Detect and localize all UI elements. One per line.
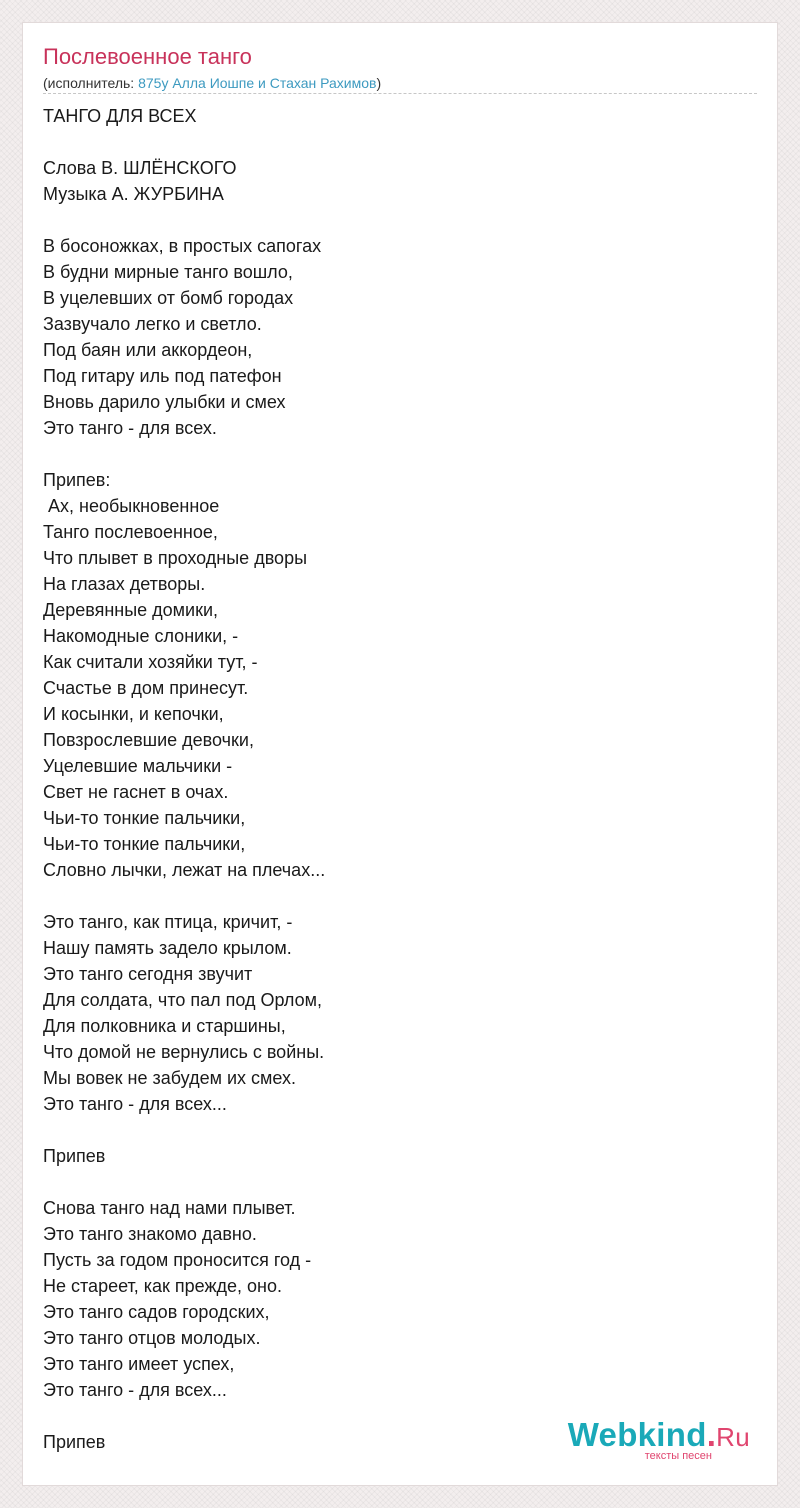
lyric-line: ТАНГО ДЛЯ ВСЕХ — [43, 106, 197, 126]
lyric-line: Что плывет в проходные дворы — [43, 548, 308, 568]
lyric-line: Под баян или аккордеон, — [43, 340, 253, 360]
song-title: Послевоенное танго — [43, 44, 252, 69]
artist-prefix: (исполнитель: — [43, 75, 139, 91]
lyric-line: Чьи-то тонкие пальчики, — [43, 808, 246, 828]
logo-brand: Webkind — [567, 1416, 707, 1453]
lyric-line: Это танго - для всех... — [43, 1094, 227, 1114]
lyric-line: Счастье в дом принесут. — [43, 678, 249, 698]
webkind-logo — [550, 1417, 750, 1461]
lyric-line: Музыка А. ЖУРБИНА — [43, 184, 224, 204]
lyric-line — [43, 1169, 743, 1195]
lyric-line: Снова танго над нами плывет. — [43, 1198, 296, 1218]
artist-suffix: ) — [376, 75, 382, 91]
lyric-line: Это танго отцов молодых. — [43, 1328, 261, 1348]
logo-tld: Ru — [716, 1422, 750, 1452]
lyric-line: Мы вовек не забудем их смех. — [43, 1068, 297, 1088]
logo-tagline: тексты песен — [644, 1450, 712, 1462]
lyric-line: Это танго, как птица, кричит, - — [43, 912, 293, 932]
lyric-line: Вновь дарило улыбки и смех — [43, 392, 286, 412]
lyric-line: Накомодные слоники, - — [43, 626, 239, 646]
lyric-line: Словно лычки, лежат на плечах... — [43, 860, 326, 880]
lyric-line — [43, 207, 743, 233]
lyric-line: Нашу память задело крылом. — [43, 938, 292, 958]
lyric-line: Зазвучало легко и светло. — [43, 314, 262, 334]
artist-line — [43, 73, 381, 93]
lyric-line: Это танго - для всех. — [43, 418, 217, 438]
lyric-line: Это танго - для всех... — [43, 1380, 227, 1400]
lyric-line: Пусть за годом проносится год - — [43, 1250, 312, 1270]
lyric-line: В босоножках, в простых сапогах — [43, 236, 322, 256]
lyric-line — [43, 441, 743, 467]
lyrics-card — [22, 22, 778, 1486]
lyric-line: Это танго знакомо давно. — [43, 1224, 257, 1244]
lyric-line: Повзрослевшие девочки, — [43, 730, 254, 750]
lyric-line: Слова В. ШЛЁНСКОГО — [43, 158, 237, 178]
lyric-line — [43, 1117, 743, 1143]
lyric-line: Это танго садов городских, — [43, 1302, 270, 1322]
lyric-line: Припев — [43, 1146, 106, 1166]
lyric-line: Танго послевоенное, — [43, 522, 218, 542]
lyric-line: Припев: — [43, 470, 111, 490]
lyric-line: На глазах детворы. — [43, 574, 206, 594]
lyric-line: Под гитару иль под патефон — [43, 366, 282, 386]
lyric-line: Свет не гаснет в очах. — [43, 782, 229, 802]
lyric-line — [43, 883, 743, 909]
header-divider — [43, 93, 757, 94]
lyric-line: Для солдата, что пал под Орлом, — [43, 990, 322, 1010]
artist-link[interactable]: 875у Алла Иошпе и Стахан Рахимов — [138, 75, 377, 91]
lyric-line: Чьи-то тонкие пальчики, — [43, 834, 246, 854]
lyric-line: Как считали хозяйки тут, - — [43, 652, 258, 672]
lyric-line: В уцелевших от бомб городах — [43, 288, 294, 308]
lyric-line: Деревянные домики, — [43, 600, 219, 620]
logo-dot: . — [706, 1416, 717, 1453]
lyric-line — [43, 129, 743, 155]
lyric-line: И косынки, и кепочки, — [43, 704, 224, 724]
lyrics-text — [43, 103, 743, 1455]
lyric-line: В будни мирные танго вошло, — [43, 262, 293, 282]
lyric-line: Для полковника и старшины, — [43, 1016, 286, 1036]
lyric-line: Это танго имеет успех, — [43, 1354, 235, 1374]
lyric-line: Не стареет, как прежде, оно. — [43, 1276, 282, 1296]
lyric-line: Уцелевшие мальчики - — [43, 756, 233, 776]
lyric-line: Припев — [43, 1432, 106, 1452]
lyric-line: Что домой не вернулись с войны. — [43, 1042, 325, 1062]
lyric-line: Это танго сегодня звучит — [43, 964, 253, 984]
lyric-line: Ах, необыкновенное — [43, 496, 220, 516]
